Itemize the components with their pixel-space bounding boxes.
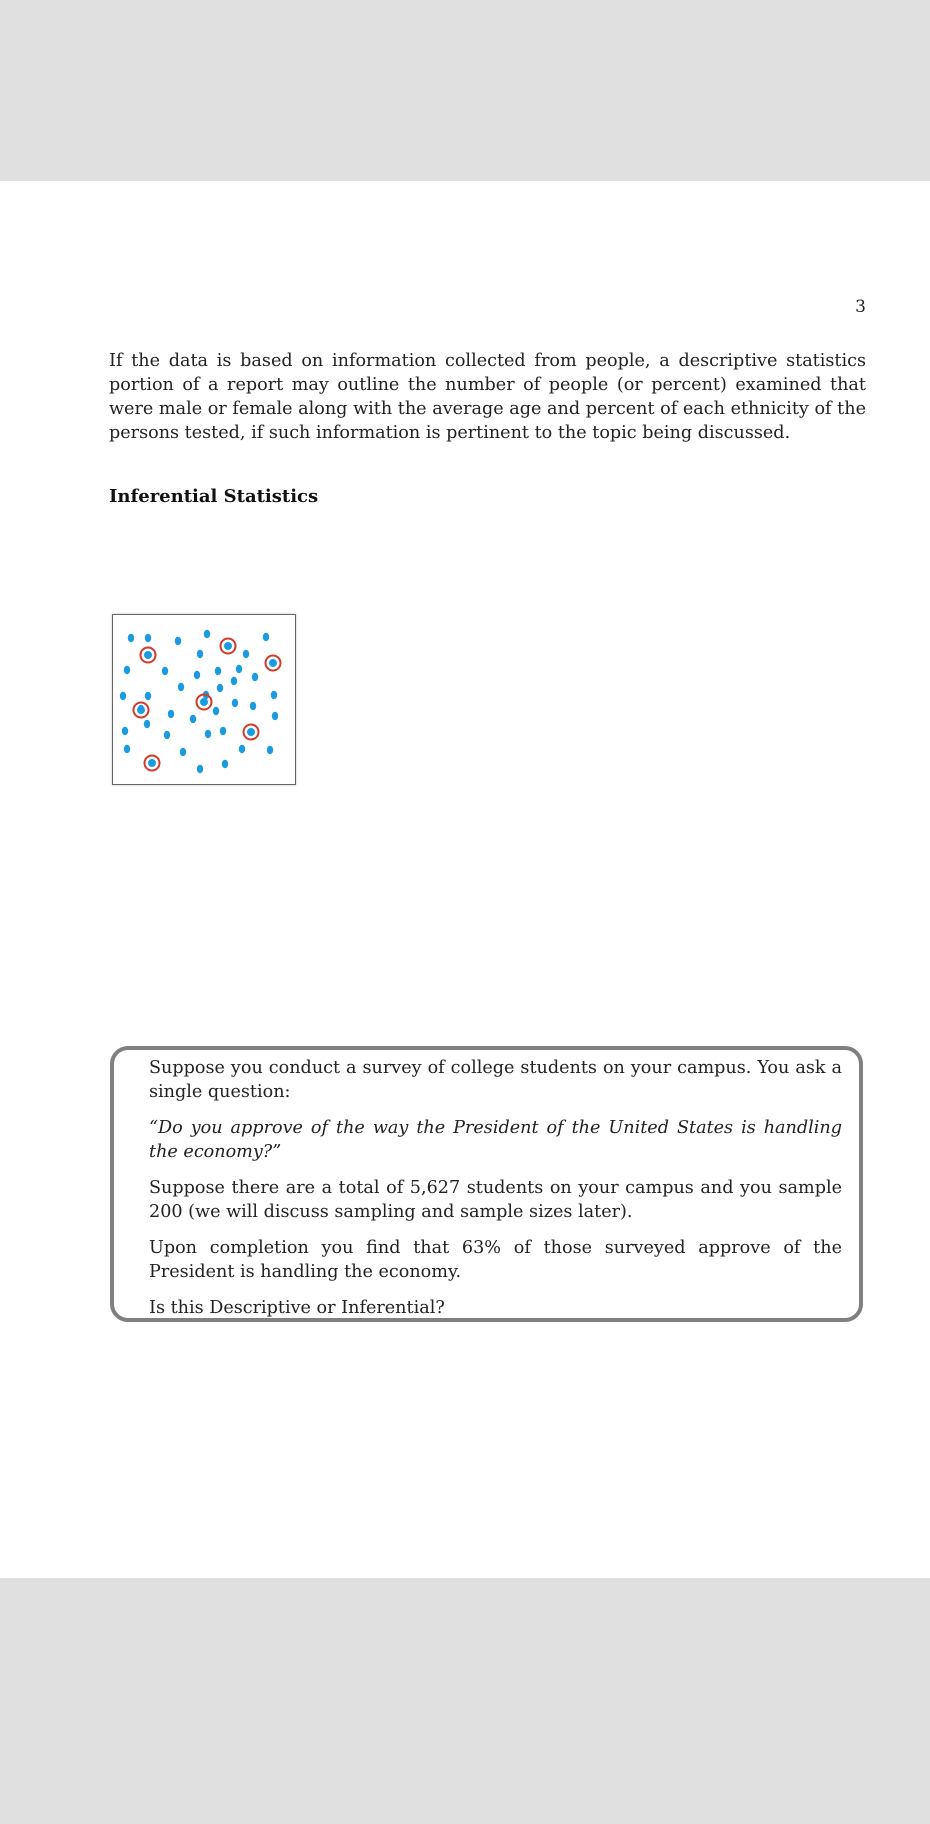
example-paragraph: Suppose you conduct a survey of college students on your campus. You ask a single question: [149,1058,842,1102]
document-page [0,181,930,1578]
example-paragraph: Suppose there are a total of 5,627 students on your campus and you sample 200 (we will discuss sampling and sample sizes later). [149,1178,842,1222]
intro-paragraph: If the data is based on information collected from people, a descriptive statistics portion of a report may outline the number of people (or percent) examined that were male or female along with the average age and percent of each ethnicity of the persons tested, if such information is pertinent to the topic being discussed. [109,351,866,443]
example-callout-box [110,1046,863,1322]
section-heading: Inferential Statistics [109,486,319,507]
page-number: 3 [855,297,866,317]
example-paragraph: Upon completion you find that 63% of those surveyed approve of the President is handling the economy. [149,1238,842,1282]
population-sample-figure [112,614,296,785]
population-dots-graphic [113,615,295,784]
example-quote: “Do you approve of the way the President of the United States is handling the economy?” [149,1118,842,1162]
example-question: Is this Descriptive or Inferential? [149,1298,445,1318]
